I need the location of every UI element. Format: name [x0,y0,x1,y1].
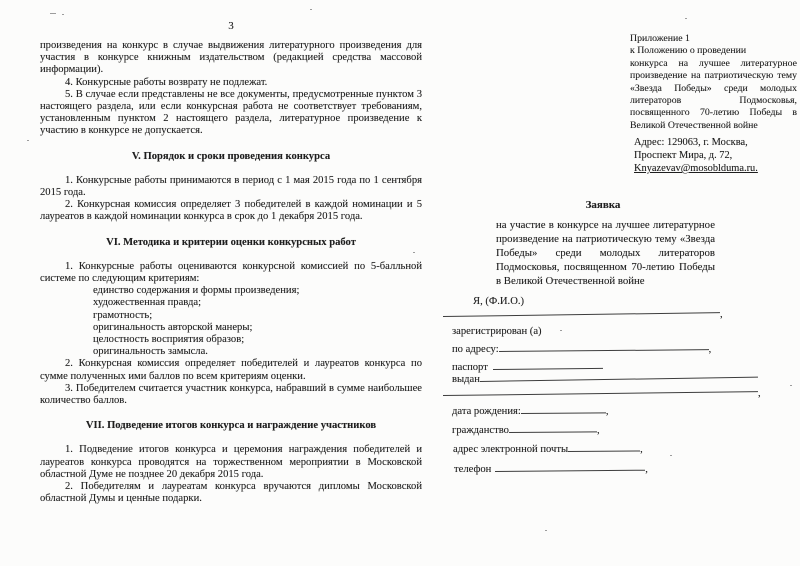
address-blank-line [499,339,709,352]
trailing-comma: , [640,444,643,455]
section-vi-item1: 1. Конкурсные работы оцениваются конкурсной комиссией по 5-балльной системе по следующим критериям: [40,260,422,285]
section-v-item1: 1. Конкурсные работы принимаются в период с 1 мая 2015 года по 1 сентября 2015 года. [40,174,422,199]
paragraph-item5: 5. В случае если представлены не все документы, предусмотренные пунктом 3 настоящего раздела, или если конкурсная работа не соответствует требованиям, установленным пунктом 2 настоящего раздела, литературное произведение к участию в конкурсе не допускается. [40,88,422,137]
email-field-label: адрес электронной почты [453,444,569,455]
fio-blank-row [443,306,723,320]
phone-blank-line [495,460,645,472]
email-field-row [453,441,643,455]
address-field-row [452,341,711,355]
trailing-comma: , [720,309,723,320]
appendix-header-block [630,33,797,132]
scan-speck [62,14,64,15]
fio-label: Я, (Ф.И.О.) [473,296,525,307]
section-v-item2: 2. Конкурсная комиссия определяет 3 победителей в каждой номинации и 5 лауреатов в каждой номинации конкурса в срок до 1 декабря 2015 года. [40,199,422,223]
criterion-item: художественная правда; [93,297,202,309]
scan-speck [560,330,562,331]
phone-field-row [454,461,648,475]
criterion-item: оригинальность замысла. [93,346,208,358]
criterion-item: оригинальность авторской манеры; [93,321,253,333]
citizenship-blank-line [509,421,597,433]
passport-blank-line [493,358,603,370]
issued-continuation-row [443,385,761,399]
address-line1: Адрес: 129063, г. Москва, [634,137,748,148]
page-number: 3 [228,20,234,32]
section-v-title: V. Порядок и сроки проведения конкурса [131,150,331,162]
issued-field-label: выдан [452,374,480,385]
phone-field-label: телефон [454,464,492,475]
trailing-comma: , [596,425,600,436]
scan-speck [685,18,687,19]
appendix-body: конкурса на лучшее литературное произведение на патриотическую тему «Звезда Победы» среди молодых литераторов Подмосковья, посвященного 70-летию Победы в Великой Отечественной войне [630,57,797,131]
trailing-comma: , [758,388,761,399]
address-line2: Проспект Мира, д. 72, [634,150,733,161]
scan-speck [545,530,547,531]
scan-speck [413,252,415,253]
passport-field-label: паспорт [452,362,488,373]
section-vii-item2: 2. Победителям и лауреатам конкурса вручаются дипломы Московской областной Думы и ценные подарки. [40,481,422,505]
birthdate-blank-line [521,402,606,414]
criterion-item: грамотность; [93,309,153,321]
section-vi-item3: 3. Победителем считается участник конкурса, набравший в сумме наибольшее количество баллов. [40,382,422,407]
trailing-comma: , [645,464,648,475]
section-vi-title: VI. Методика и критерии оценки конкурсных работ [106,236,356,248]
application-subtitle: на участие в конкурсе на лучшее литературное произведение на патриотическую тему «Звезда Победы» среди молодых литераторов Подмосковья, посвященном 70-летию Победы в Великой Отечественной войне [496,219,715,287]
appendix-number: Приложение 1 [630,33,690,44]
scan-speck [670,455,672,456]
application-title: Заявка [585,199,621,211]
paragraph-continuation: произведения на конкурс в случае выдвижения литературного произведения для участия в конкурсе книжным издательством (редакцией средства массовой информации). [40,40,422,76]
appendix-reference: к Положению о проведении [630,45,747,57]
scan-speck [50,13,56,14]
section-vii-item1: 1. Подведение итогов конкурса и церемония награждения победителей и лауреатов конкурса проводятся на торжественном мероприятии в Московской областной Думе не позднее 20 декабря 2015 года. [40,444,422,480]
paragraph-item4: 4. Конкурсные работы возврату не подлежат. [65,76,268,88]
registered-label: зарегистрирован (а) [452,326,542,337]
left-page-text-column [40,40,422,506]
contact-email: Knyazevav@mosoblduma.ru. [634,163,758,174]
email-blank-line [568,440,640,452]
criterion-item: единство содержания и формы произведения; [93,285,300,297]
scan-speck [27,140,29,141]
address-block [634,136,800,175]
citizenship-field-label: гражданство [452,425,509,436]
birthdate-field-label: дата рождения: [452,406,521,417]
birthdate-field-row [452,403,608,417]
criterion-item: целостность восприятия образов; [93,334,245,346]
section-vi-item2: 2. Конкурсная комиссия определяет победителей и лауреатов конкурса по сумме полученных ими баллов по всем критериям оценки. [40,358,422,382]
trailing-comma: , [605,406,609,417]
scan-speck [146,495,148,496]
trailing-comma: , [708,344,712,355]
scan-speck [310,9,312,10]
citizenship-field-row [452,422,600,436]
address-field-label: по адресу: [452,344,499,355]
section-vii-title: VII. Подведение итогов конкурса и награждение участников [85,420,377,432]
scan-speck [790,385,792,386]
